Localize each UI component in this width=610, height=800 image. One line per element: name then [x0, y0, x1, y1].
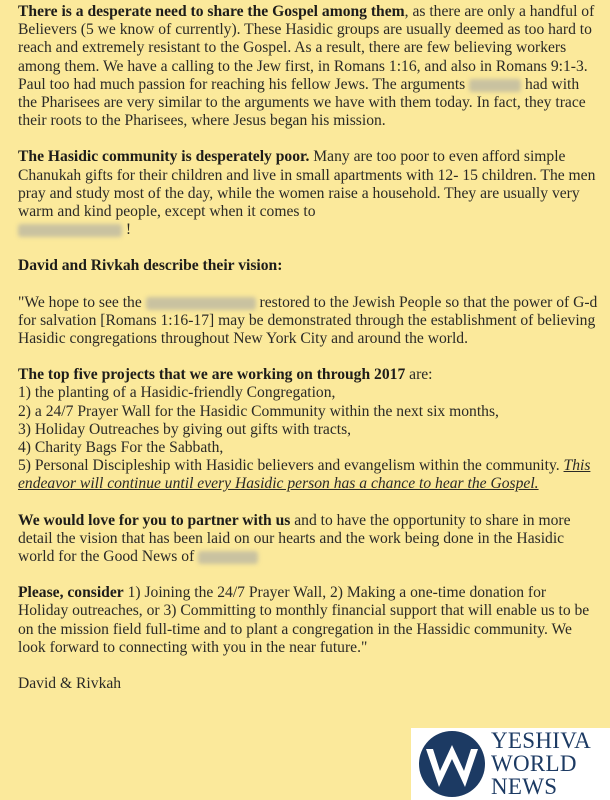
- signature: David & Rivkah: [18, 675, 122, 693]
- logo-line-2: WORLD: [491, 751, 577, 776]
- redacted-text: [18, 224, 122, 237]
- paragraph-gospel-need: [18, 3, 598, 130]
- emphasis-statement: This endeavor will continue until every Hasidic person has a chance to hear the Gospel.: [18, 457, 591, 493]
- heading-vision: David and Rivkah describe their vision:: [18, 257, 283, 275]
- paragraph-text: had with the Pharisees are very similar to the arguments we have with them today. In fact, they trace their roots to the Pharisees, where Jesus began his mission.: [18, 75, 586, 130]
- paragraph-vision-heading: [18, 257, 598, 275]
- project-item-with-emphasis: [18, 457, 598, 493]
- yeshiva-world-news-watermark: [411, 728, 610, 800]
- paragraph-consider: [18, 584, 598, 657]
- heading-projects: The top five projects that we are working on through 2017: [18, 366, 406, 384]
- paragraph-community-poor: [18, 148, 598, 239]
- heading-community-poor: The Hasidic community is desperately poor.: [18, 148, 310, 166]
- paragraph-text: Many are too poor to even afford simple Chanukah gifts for their children and live in small apartments with 12- 15 children. The men pray and study most of the day, while the women raise a household. They are usually very warm and kind people, except when it comes to: [18, 148, 596, 221]
- logo-wordmark: [491, 729, 591, 798]
- paragraph-text: are:: [405, 366, 433, 384]
- logo-line-1: YESHIVA: [491, 728, 592, 753]
- redacted-text: [198, 551, 258, 564]
- yeshiva-world-news-logo-icon: [417, 729, 487, 799]
- project-item: 1) the planting of a Hasidic-friendly Congregation,: [18, 384, 336, 402]
- heading-gospel-need: There is a desperate need to share the Gospel among them: [18, 3, 405, 20]
- paragraph-text: !: [122, 221, 132, 239]
- project-item: 4) Charity Bags For the Sabbath,: [18, 439, 224, 457]
- letter-document: [18, 3, 598, 711]
- redacted-text: [146, 297, 256, 310]
- paragraph-text: 1) Joining the 24/7 Prayer Wall, 2) Making a one-time donation for Holiday outreaches, or 3) Committing to monthly financial support that will enable us to be on the mission field full-time and to plant a congregation in the Hassidic community. We look forward to connecting with you in the near future.": [18, 584, 590, 656]
- paragraph-text: , as there are only a handful of Believers (5 we know of currently). These Hasidic groups are usually deemed as too hard to reach and extremely resistant to the Gospel. As a result, there are few believing workers among them. We have a calling to the Jew first, in Romans 1:16, and also in Romans 9:1-3. Paul too had much passion for reaching his fellow Jews. The arguments: [18, 3, 595, 93]
- paragraph-projects: [18, 366, 598, 493]
- paragraph-text: and to have the opportunity to share in more detail the vision that has been laid on our hearts and the work being done in the Hasidic world for the Good News of: [18, 511, 571, 566]
- paragraph-text: restored to the Jewish People so that the power of G-d for salvation [Romans 1:16-17] may be demonstrated through the establishment of believing Hasidic congregations throughout New York City and around the world.: [18, 293, 598, 348]
- paragraph-partner: [18, 512, 598, 567]
- logo-line-3: NEWS: [491, 774, 558, 799]
- redacted-text: [469, 79, 521, 92]
- project-item: 5) Personal Discipleship with Hasidic believers and evangelism within the community.: [18, 457, 564, 475]
- project-item: 2) a 24/7 Prayer Wall for the Hasidic Community within the next six months,: [18, 402, 499, 420]
- project-item: 3) Holiday Outreaches by giving out gifts with tracts,: [18, 420, 352, 438]
- heading-consider: Please, consider: [18, 584, 124, 602]
- heading-partner: We would love for you to partner with us: [18, 511, 291, 529]
- paragraph-text: "We hope to see the: [18, 293, 146, 311]
- paragraph-vision-quote: [18, 294, 598, 349]
